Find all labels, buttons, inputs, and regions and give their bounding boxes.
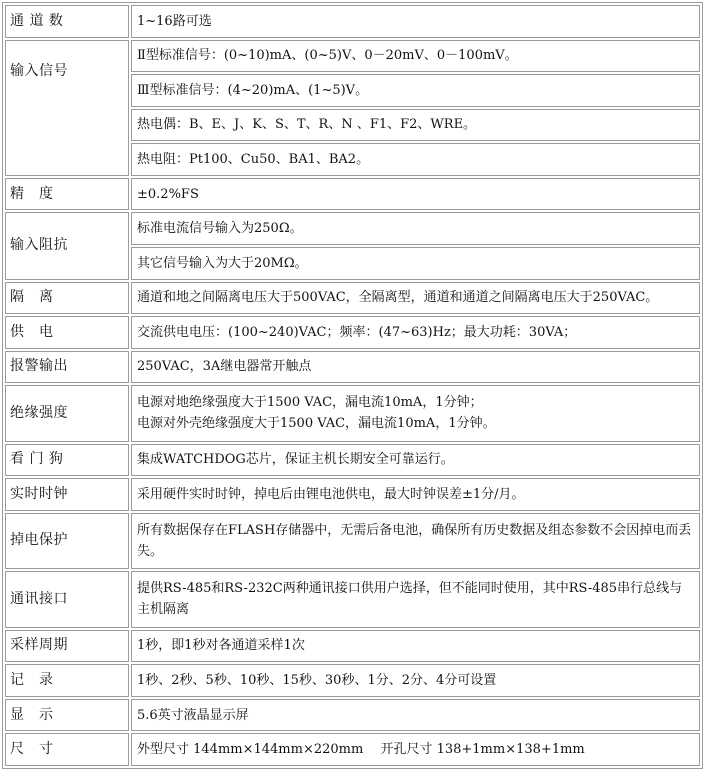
value-display: 5.6英寸液晶显示屏 xyxy=(131,699,700,732)
row-watchdog xyxy=(5,444,700,477)
label-display: 显 示 xyxy=(5,699,129,732)
value-dimensions: 外型尺寸 144mm×144mm×220mm 开孔尺寸 138+1mm×138+1mm xyxy=(131,733,700,766)
label-insulation: 绝缘强度 xyxy=(5,385,129,441)
row-sample-period xyxy=(5,630,700,663)
value-impedance-current: 标准电流信号输入为250Ω。 xyxy=(131,212,700,245)
value-comm: 提供RS-485和RS-232C两种通讯接口供用户选择，但不能同时使用，其中RS-485串行总线与主机隔离 xyxy=(131,571,700,627)
row-input-signal xyxy=(5,40,700,73)
label-comm: 通讯接口 xyxy=(5,571,129,627)
value-channels: 1~16路可选 xyxy=(131,5,700,38)
row-input-impedance xyxy=(5,212,700,245)
row-accuracy xyxy=(5,178,700,211)
row-display xyxy=(5,699,700,732)
row-rtc xyxy=(5,478,700,511)
label-power-loss: 掉电保护 xyxy=(5,513,129,569)
row-isolation xyxy=(5,282,700,315)
value-accuracy: ±0.2%FS xyxy=(131,178,700,211)
value-alarm-output: 250VAC，3A继电器常开触点 xyxy=(131,351,700,384)
value-impedance-other: 其它信号输入为大于20MΩ。 xyxy=(131,247,700,280)
row-insulation xyxy=(5,385,700,441)
row-power-loss xyxy=(5,513,700,569)
label-rtc: 实时时钟 xyxy=(5,478,129,511)
row-dimensions xyxy=(5,733,700,766)
label-input-impedance: 输入阻抗 xyxy=(5,212,129,279)
row-comm xyxy=(5,571,700,627)
value-isolation: 通道和地之间隔离电压大于500VAC，全隔离型，通道和通道之间隔离电压大于250VAC。 xyxy=(131,282,700,315)
value-input-signal-type2: Ⅱ型标准信号：(0~10)mA、(0~5)V、0－20mV、0－100mV。 xyxy=(131,40,700,73)
row-alarm-output xyxy=(5,351,700,384)
value-record: 1秒、2秒、5秒、10秒、15秒、30秒、1分、2分、4分可设置 xyxy=(131,664,700,697)
label-record: 记 录 xyxy=(5,664,129,697)
label-isolation: 隔 离 xyxy=(5,282,129,315)
value-input-signal-thermocouple: 热电偶：B、E、J、K、S、T、R、N 、F1、F2、WRE。 xyxy=(131,109,700,142)
value-watchdog: 集成WATCHDOG芯片，保证主机长期安全可靠运行。 xyxy=(131,444,700,477)
label-channels: 通 道 数 xyxy=(5,5,129,38)
label-watchdog: 看 门 狗 xyxy=(5,444,129,477)
value-input-signal-type3: Ⅲ型标准信号：(4~20)mA、(1~5)V。 xyxy=(131,74,700,107)
value-power-loss: 所有数据保存在FLASH存储器中，无需后备电池，确保所有历史数据及组态参数不会因掉电而丢失。 xyxy=(131,513,700,569)
value-power: 交流供电电压：(100~240)VAC；频率：(47~63)Hz；最大功耗：30VA； xyxy=(131,316,700,349)
value-input-signal-rtd: 热电阻：Pt100、Cu50、BA1、BA2。 xyxy=(131,143,700,176)
spec-table xyxy=(2,2,703,769)
value-rtc: 采用硬件实时时钟，掉电后由锂电池供电，最大时钟误差±1分/月。 xyxy=(131,478,700,511)
label-accuracy: 精 度 xyxy=(5,178,129,211)
label-alarm-output: 报警输出 xyxy=(5,351,129,384)
row-channels xyxy=(5,5,700,38)
label-input-signal: 输入信号 xyxy=(5,40,129,176)
label-dimensions: 尺 寸 xyxy=(5,733,129,766)
label-power: 供 电 xyxy=(5,316,129,349)
label-sample-period: 采样周期 xyxy=(5,630,129,663)
row-power xyxy=(5,316,700,349)
value-sample-period: 1秒，即1秒对各通道采样1次 xyxy=(131,630,700,663)
row-record xyxy=(5,664,700,697)
value-insulation: 电源对地绝缘强度大于1500 VAC，漏电流10mA，1分钟； 电源对外壳绝缘强度大于1500 VAC，漏电流10mA，1分钟。 xyxy=(131,385,700,441)
